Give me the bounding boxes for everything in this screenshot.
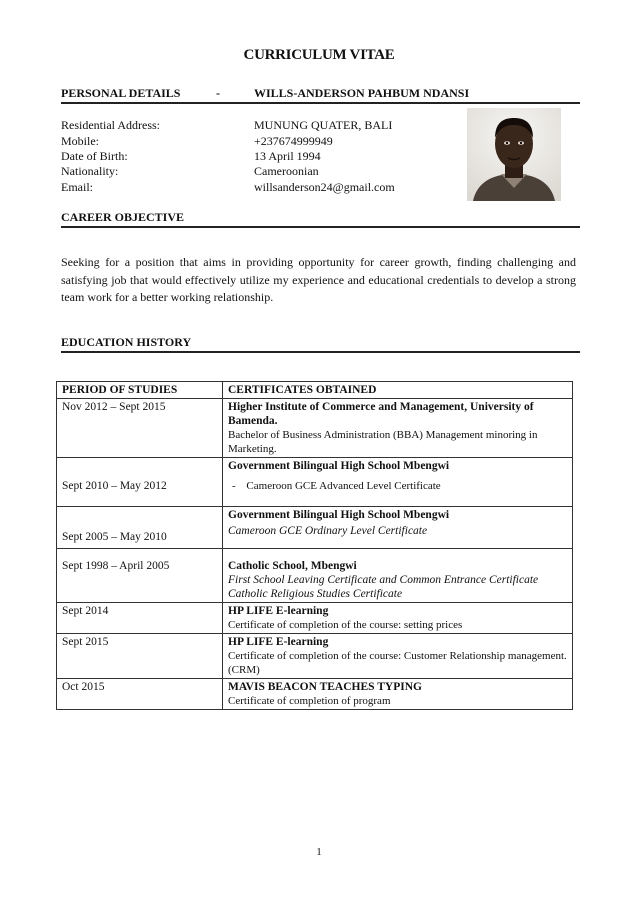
certificate-cell	[223, 399, 573, 458]
period-cell: Sept 2005 – May 2010	[57, 507, 223, 549]
education-history-rule	[61, 351, 580, 353]
email-value: willsanderson24@gmail.com	[254, 180, 395, 194]
table-row	[57, 679, 573, 710]
bullet-dash: -	[232, 480, 236, 492]
table-row	[57, 458, 573, 507]
school-name: HP LIFE E-learning	[228, 636, 329, 648]
certificate-detail: Cameroon GCE Ordinary Level Certificate	[228, 525, 428, 537]
nationality-value: Cameroonian	[254, 164, 319, 178]
table-row	[57, 549, 573, 603]
period-cell: Sept 1998 – April 2005	[57, 549, 223, 603]
education-history-heading: EDUCATION HISTORY	[61, 335, 192, 349]
personal-details-rule	[61, 102, 580, 104]
address-value: MUNUNG QUATER, BALI	[254, 118, 393, 132]
period-cell: Sept 2014	[57, 603, 223, 634]
certificate-detail: Certificate of completion of the course: Customer Relationship management. (CRM)	[228, 650, 567, 676]
table-row	[57, 507, 573, 549]
certificate-detail: Certificate of completion of program	[228, 695, 391, 707]
period-cell: Oct 2015	[57, 679, 223, 710]
page-number: 1	[316, 846, 322, 858]
period-cell: Sept 2015	[57, 634, 223, 679]
school-name: HP LIFE E-learning	[228, 605, 329, 617]
profile-photo	[467, 108, 561, 201]
school-name: Government Bilingual High School Mbengwi	[228, 509, 450, 521]
certificate-cell	[223, 507, 573, 549]
certificates-column-header: CERTIFICATES OBTAINED	[223, 382, 573, 399]
table-header-row	[57, 382, 573, 399]
candidate-name: WILLS-ANDERSON PAHBUM NDANSI	[254, 86, 470, 100]
mobile-value: +237674999949	[254, 134, 333, 148]
school-name: MAVIS BEACON TEACHES TYPING	[228, 681, 422, 693]
certificate-detail-line	[228, 479, 568, 493]
certificate-cell	[223, 603, 573, 634]
certificate-detail: First School Leaving Certificate and Common Entrance Certificate	[228, 574, 539, 586]
school-name: Government Bilingual High School Mbengwi	[228, 460, 450, 472]
period-cell: Sept 2010 – May 2012	[57, 458, 223, 507]
certificate-cell	[223, 634, 573, 679]
dob-label: Date of Birth:	[61, 149, 128, 163]
career-objective-rule	[61, 226, 580, 228]
school-name: Catholic School, Mbengwi	[228, 560, 357, 572]
dob-value: 13 April 1994	[254, 149, 321, 163]
certificate-detail: Cameroon GCE Advanced Level Certificate	[246, 480, 441, 492]
career-objective-heading: CAREER OBJECTIVE	[61, 210, 185, 224]
table-row	[57, 603, 573, 634]
certificate-detail-2: Catholic Religious Studies Certificate	[228, 588, 403, 600]
heading-dash: -	[216, 86, 220, 100]
table-row	[57, 634, 573, 679]
nationality-label: Nationality:	[61, 164, 119, 178]
certificate-detail: Bachelor of Business Administration (BBA) Management minoring in Marketing.	[228, 429, 538, 455]
career-objective-text: Seeking for a position that aims in providing opportunity for career growth, finding challenging and satisfying job that would effectively utilize my experience and educational credentials to develop a strong team work for a better working relationship.	[61, 255, 576, 304]
table-row	[57, 399, 573, 458]
period-column-header: PERIOD OF STUDIES	[57, 382, 223, 399]
address-label: Residential Address:	[61, 118, 160, 132]
certificate-detail: Certificate of completion of the course: setting prices	[228, 619, 463, 631]
email-label: Email:	[61, 180, 93, 194]
mobile-label: Mobile:	[61, 134, 99, 148]
certificate-cell	[223, 549, 573, 603]
education-table	[56, 381, 573, 710]
school-name: Higher Institute of Commerce and Management, University of Bamenda.	[228, 401, 534, 427]
certificate-cell	[223, 458, 573, 507]
document-title: CURRICULUM VITAE	[243, 47, 395, 63]
certificate-cell	[223, 679, 573, 710]
personal-details-heading: PERSONAL DETAILS	[61, 86, 181, 100]
period-cell: Nov 2012 – Sept 2015	[57, 399, 223, 458]
